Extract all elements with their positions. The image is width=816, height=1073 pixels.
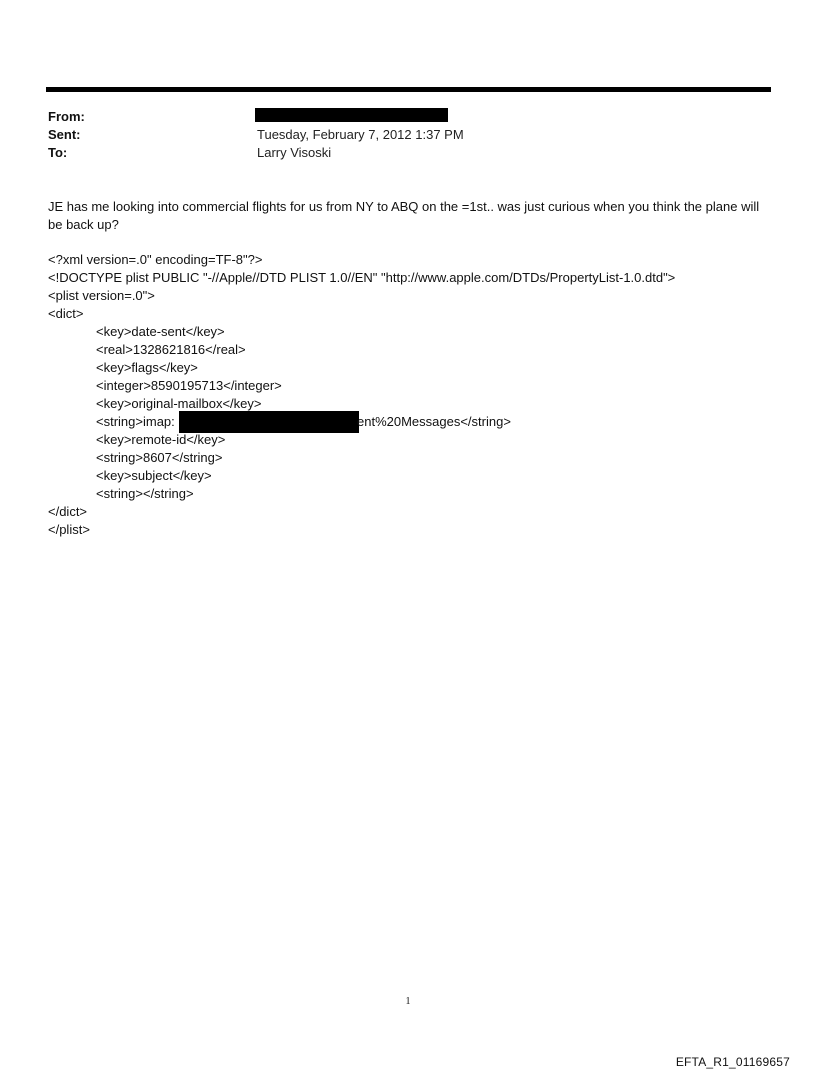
page-number: 1	[405, 996, 411, 1007]
redacted-mailbox	[179, 411, 359, 433]
mailbox-suffix: ent%20Messages</string>	[357, 414, 511, 429]
document-id: EFTA_R1_01169657	[675, 1055, 790, 1069]
plist-entry: <string>8607</string>	[96, 450, 223, 465]
dict-open-tag: <dict>	[48, 306, 84, 321]
redacted-sender	[255, 108, 448, 122]
plist-open-tag: <plist version=.0">	[48, 288, 155, 303]
plist-entry: <string></string>	[96, 486, 194, 501]
doctype-line: <!DOCTYPE plist PUBLIC "-//Apple//DTD PLIST 1.0//EN" "http://www.apple.com/DTDs/PropertyList-1.0.dtd">	[48, 270, 676, 285]
from-label: From:	[48, 109, 85, 124]
header-rule	[46, 87, 771, 92]
plist-close-tag: </plist>	[48, 522, 90, 537]
xml-declaration: <?xml version=.0" encoding=TF-8"?>	[48, 252, 263, 267]
message-body: JE has me looking into commercial flights for us from NY to ABQ on the =1st.. was just curious when you think the plane will be back up?	[48, 199, 760, 232]
plist-entry: <key>subject</key>	[96, 468, 212, 483]
to-label: To:	[48, 145, 68, 160]
sent-value: Tuesday, February 7, 2012 1:37 PM	[257, 127, 464, 142]
plist-entry: <real>1328621816</real>	[96, 342, 246, 357]
plist-entry: <string>imap:	[96, 414, 175, 429]
dict-close-tag: </dict>	[48, 504, 88, 519]
to-value: Larry Visoski	[257, 145, 332, 160]
sent-label: Sent:	[48, 127, 81, 142]
plist-entry: <key>original-mailbox</key>	[96, 396, 262, 411]
plist-entry: <key>date-sent</key>	[96, 324, 225, 339]
plist-entry: <key>flags</key>	[96, 360, 198, 375]
plist-entry: <integer>8590195713</integer>	[96, 378, 282, 393]
plist-entry: <key>remote-id</key>	[96, 432, 226, 447]
